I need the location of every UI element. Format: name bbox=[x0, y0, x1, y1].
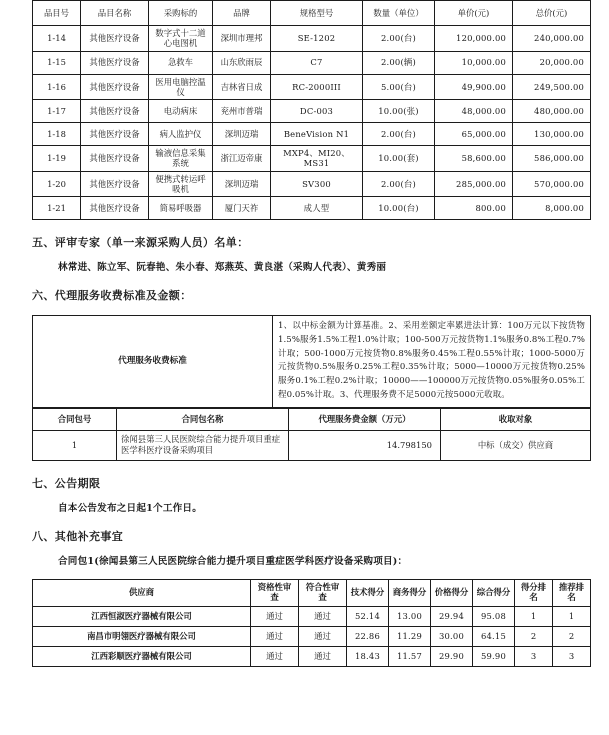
agency-fee-standard-table bbox=[32, 315, 591, 408]
col-header-brand: 品牌 bbox=[213, 1, 271, 26]
cell-business-score: 11.57 bbox=[389, 646, 431, 666]
col-header-supplier: 供应商 bbox=[33, 579, 251, 606]
cell-quantity: 2.00(辆) bbox=[363, 51, 435, 74]
col-header-model: 规格型号 bbox=[271, 1, 363, 26]
col-header-charge-target: 收取对象 bbox=[441, 408, 591, 430]
cell-unit-price: 10,000.00 bbox=[435, 51, 513, 74]
cell-unit-price: 49,900.00 bbox=[435, 74, 513, 100]
section-five-heading: 五、评审专家（单一来源采购人员）名单： bbox=[32, 236, 249, 249]
cell-model: BeneVision N1 bbox=[271, 123, 363, 146]
cell-total-price: 570,000.00 bbox=[513, 171, 591, 197]
cell-technical-score: 18.43 bbox=[347, 646, 389, 666]
cell-score-rank: 1 bbox=[515, 606, 553, 626]
cell-item-no: 1-20 bbox=[33, 171, 81, 197]
table-row bbox=[33, 26, 591, 52]
table-row bbox=[33, 316, 591, 408]
cell-model: RC-2000III bbox=[271, 74, 363, 100]
cell-subject: 急救车 bbox=[149, 51, 213, 74]
col-header-score-rank: 得分排名 bbox=[515, 579, 553, 606]
col-header-package-name: 合同包名称 bbox=[117, 408, 289, 430]
cell-supplier-name: 江西恒淑医疗器械有限公司 bbox=[33, 606, 251, 626]
cell-subject: 数字式十二道心电图机 bbox=[149, 26, 213, 52]
cell-model: SE-1202 bbox=[271, 26, 363, 52]
cell-recommend-rank: 3 bbox=[553, 646, 591, 666]
cell-charge-target: 中标（成交）供应商 bbox=[441, 430, 591, 460]
col-header-price-score: 价格得分 bbox=[431, 579, 473, 606]
cell-brand: 深圳迈瑞 bbox=[213, 171, 271, 197]
cell-composite-score: 95.08 bbox=[473, 606, 515, 626]
fee-standard-text: 1、以中标金额为计算基准。2、采用差额定率累进法计算：100万元以下按货物1.5%服务1.5%工程1.0%计取；100-500万元按货物1.1%服务0.8%工程0.7%计取；500-1000万元按货物0.8%服务0.45%工程0.55%计取；1000-5000万元按货物0.5%服务0.25%工程0.35%计取；5000—10000万元按货物0.25%服务0.1%工程0.2%计取；10000——100000万元按货物0.05%服务0.05%工程0.05%计取。3、代理服务费不足5000元按5000元收取。 bbox=[273, 316, 591, 408]
cell-item-no: 1-21 bbox=[33, 197, 81, 220]
col-header-business-score: 商务得分 bbox=[389, 579, 431, 606]
cell-score-rank: 2 bbox=[515, 626, 553, 646]
cell-quantity: 10.00(张) bbox=[363, 100, 435, 123]
cell-model: SV300 bbox=[271, 171, 363, 197]
cell-item-name: 其他医疗设备 bbox=[81, 171, 149, 197]
cell-recommend-rank: 1 bbox=[553, 606, 591, 626]
cell-brand: 吉林省日成 bbox=[213, 74, 271, 100]
cell-item-name: 其他医疗设备 bbox=[81, 146, 149, 172]
col-header-technical-score: 技术得分 bbox=[347, 579, 389, 606]
cell-quantity: 2.00(台) bbox=[363, 171, 435, 197]
cell-composite-score: 59.90 bbox=[473, 646, 515, 666]
table-row bbox=[33, 123, 591, 146]
cell-item-no: 1-18 bbox=[33, 123, 81, 146]
cell-brand: 深圳市理邦 bbox=[213, 26, 271, 52]
review-experts-list: 林常进、陈立军、阮春艳、朱小春、郑燕英、黄良湛（采购人代表）、黄秀丽 bbox=[58, 262, 387, 273]
table-row bbox=[33, 74, 591, 100]
cell-model: C7 bbox=[271, 51, 363, 74]
table-row bbox=[33, 606, 591, 626]
cell-item-no: 1-15 bbox=[33, 51, 81, 74]
col-header-qualification-review: 资格性审查 bbox=[251, 579, 299, 606]
announcement-period-text: 自本公告发布之日起1个工作日。 bbox=[58, 502, 202, 514]
cell-brand: 深圳迈瑞 bbox=[213, 123, 271, 146]
col-header-total-price: 总价(元) bbox=[513, 1, 591, 26]
cell-supplier-name: 江西彩顺医疗器械有限公司 bbox=[33, 646, 251, 666]
col-header-package-no: 合同包号 bbox=[33, 408, 117, 430]
cell-package-no: 1 bbox=[33, 430, 117, 460]
cell-quantity: 10.00(套) bbox=[363, 146, 435, 172]
cell-recommend-rank: 2 bbox=[553, 626, 591, 646]
cell-compliance-review: 通过 bbox=[299, 606, 347, 626]
cell-quantity: 10.00(台) bbox=[363, 197, 435, 220]
cell-subject: 便携式转运呼吸机 bbox=[149, 171, 213, 197]
cell-item-no: 1-14 bbox=[33, 26, 81, 52]
section-six-heading: 六、代理服务收费标准及金额： bbox=[32, 289, 192, 302]
cell-total-price: 480,000.00 bbox=[513, 100, 591, 123]
cell-compliance-review: 通过 bbox=[299, 646, 347, 666]
cell-qualification-review: 通过 bbox=[251, 626, 299, 646]
cell-item-name: 其他医疗设备 bbox=[81, 74, 149, 100]
cell-item-name: 其他医疗设备 bbox=[81, 123, 149, 146]
col-header-fee-amount: 代理服务费金额（万元） bbox=[289, 408, 441, 430]
cell-unit-price: 58,600.00 bbox=[435, 146, 513, 172]
table-row bbox=[33, 100, 591, 123]
procurement-items-table bbox=[32, 0, 591, 220]
cell-unit-price: 48,000.00 bbox=[435, 100, 513, 123]
col-header-compliance-review: 符合性审查 bbox=[299, 579, 347, 606]
section-seven-heading: 七、公告期限 bbox=[32, 476, 101, 490]
cell-brand: 厦门天祚 bbox=[213, 197, 271, 220]
cell-qualification-review: 通过 bbox=[251, 646, 299, 666]
cell-item-name: 其他医疗设备 bbox=[81, 51, 149, 74]
section-eight-heading: 八、其他补充事宜 bbox=[32, 529, 124, 543]
cell-subject: 医用电脑控温仪 bbox=[149, 74, 213, 100]
contract-package-fee-table bbox=[32, 408, 591, 461]
cell-business-score: 11.29 bbox=[389, 626, 431, 646]
cell-subject: 电动病床 bbox=[149, 100, 213, 123]
cell-item-no: 1-16 bbox=[33, 74, 81, 100]
cell-composite-score: 64.15 bbox=[473, 626, 515, 646]
cell-subject: 输液信息采集系统 bbox=[149, 146, 213, 172]
cell-package-name: 徐闻县第三人民医院综合能力提升项目重症医学科医疗设备采购项目 bbox=[117, 430, 289, 460]
contract-package-caption: 合同包1(徐闻县第三人民医院综合能力提升项目重症医学科医疗设备采购项目)： bbox=[58, 555, 408, 567]
cell-unit-price: 285,000.00 bbox=[435, 171, 513, 197]
supplier-evaluation-table bbox=[32, 579, 591, 667]
cell-total-price: 586,000.00 bbox=[513, 146, 591, 172]
cell-score-rank: 3 bbox=[515, 646, 553, 666]
cell-price-score: 29.90 bbox=[431, 646, 473, 666]
col-header-recommend-rank: 推荐排名 bbox=[553, 579, 591, 606]
cell-business-score: 13.00 bbox=[389, 606, 431, 626]
cell-total-price: 8,000.00 bbox=[513, 197, 591, 220]
cell-technical-score: 22.86 bbox=[347, 626, 389, 646]
cell-brand: 山东欣雨辰 bbox=[213, 51, 271, 74]
cell-price-score: 29.94 bbox=[431, 606, 473, 626]
fee-standard-label: 代理服务收费标准 bbox=[33, 316, 273, 408]
col-header-unit-price: 单价(元) bbox=[435, 1, 513, 26]
cell-price-score: 30.00 bbox=[431, 626, 473, 646]
cell-unit-price: 120,000.00 bbox=[435, 26, 513, 52]
cell-item-no: 1-19 bbox=[33, 146, 81, 172]
table-row bbox=[33, 197, 591, 220]
cell-fee-amount: 14.798150 bbox=[289, 430, 441, 460]
cell-total-price: 240,000.00 bbox=[513, 26, 591, 52]
cell-subject: 病人监护仪 bbox=[149, 123, 213, 146]
cell-total-price: 249,500.00 bbox=[513, 74, 591, 100]
table-row bbox=[33, 51, 591, 74]
cell-supplier-name: 南昌市明翎医疗器械有限公司 bbox=[33, 626, 251, 646]
table-row bbox=[33, 146, 591, 172]
cell-item-name: 其他医疗设备 bbox=[81, 26, 149, 52]
table-header-row bbox=[33, 408, 591, 430]
cell-qualification-review: 通过 bbox=[251, 606, 299, 626]
table-row bbox=[33, 430, 591, 460]
cell-unit-price: 800.00 bbox=[435, 197, 513, 220]
cell-subject: 简易呼吸器 bbox=[149, 197, 213, 220]
cell-model: 成人型 bbox=[271, 197, 363, 220]
cell-item-name: 其他医疗设备 bbox=[81, 100, 149, 123]
cell-unit-price: 65,000.00 bbox=[435, 123, 513, 146]
cell-technical-score: 52.14 bbox=[347, 606, 389, 626]
col-header-item-no: 品目号 bbox=[33, 1, 81, 26]
cell-quantity: 2.00(台) bbox=[363, 123, 435, 146]
col-header-quantity: 数量（单位） bbox=[363, 1, 435, 26]
cell-total-price: 20,000.00 bbox=[513, 51, 591, 74]
table-header-row bbox=[33, 1, 591, 26]
table-row bbox=[33, 646, 591, 666]
cell-quantity: 5.00(台) bbox=[363, 74, 435, 100]
cell-item-no: 1-17 bbox=[33, 100, 81, 123]
cell-item-name: 其他医疗设备 bbox=[81, 197, 149, 220]
cell-brand: 兖州市普瑞 bbox=[213, 100, 271, 123]
cell-model: DC-003 bbox=[271, 100, 363, 123]
cell-quantity: 2.00(台) bbox=[363, 26, 435, 52]
table-row bbox=[33, 171, 591, 197]
cell-brand: 浙江迈帝康 bbox=[213, 146, 271, 172]
table-header-row bbox=[33, 579, 591, 606]
col-header-subject: 采购标的 bbox=[149, 1, 213, 26]
col-header-composite-score: 综合得分 bbox=[473, 579, 515, 606]
col-header-item-name: 品目名称 bbox=[81, 1, 149, 26]
cell-compliance-review: 通过 bbox=[299, 626, 347, 646]
table-row bbox=[33, 626, 591, 646]
cell-model: MXP4、MI20、MS31 bbox=[271, 146, 363, 172]
cell-total-price: 130,000.00 bbox=[513, 123, 591, 146]
